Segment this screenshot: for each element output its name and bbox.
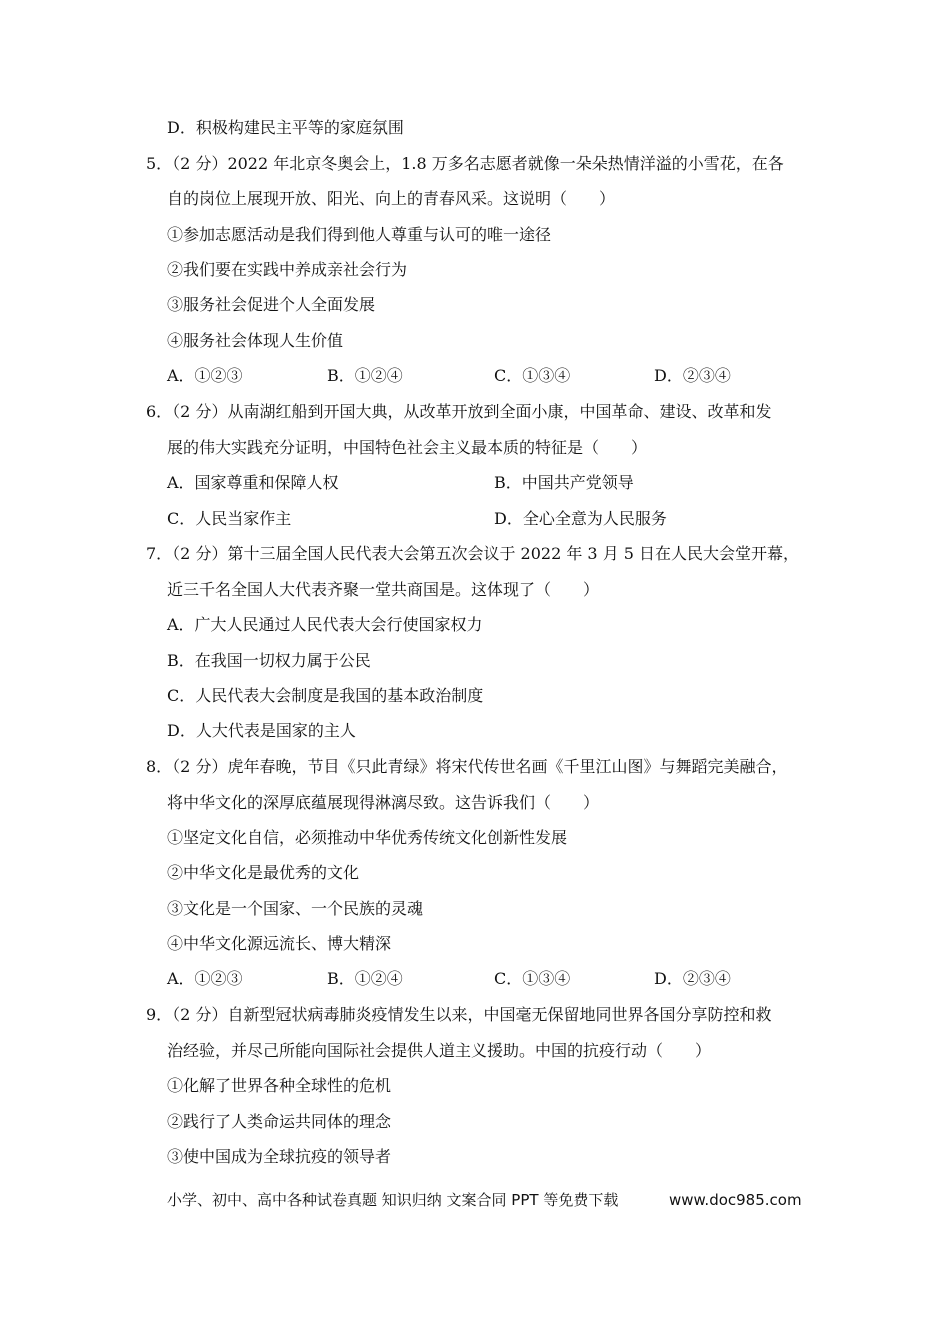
question-8-item-2: ②中华文化是最优秀的文化: [167, 863, 360, 882]
question-8-stem-line-1: 8．（2 分）虎年春晚，节目《只此青绿》将宋代传世名画《千里江山图》与舞蹈完美融合，: [146, 757, 788, 776]
prev-question-option-d: D．积极构建民主平等的家庭氛围: [167, 118, 404, 137]
question-6-option-a: A．国家尊重和保障人权: [167, 473, 339, 492]
question-5-stem-line-2: 自的岗位上展现开放、阳光、向上的青春风采。这说明（ ）: [167, 189, 616, 208]
question-9-stem-line-1: 9．（2 分）自新型冠状病毒肺炎疫情发生以来，中国毫无保留地同世界各国分享防控和救: [146, 1005, 772, 1024]
question-6-option-d: D．全心全意为人民服务: [494, 509, 667, 528]
question-9-item-2: ②践行了人类命运共同体的理念: [167, 1112, 392, 1131]
question-6-stem-line-1: 6．（2 分）从南湖红船到开国大典，从改革开放到全面小康，中国革命、建设、改革和发: [146, 402, 772, 421]
footer-text: 小学、初中、高中各种试卷真题 知识归纳 文案合同 PPT 等免费下载: [167, 1191, 619, 1209]
question-8-option-a: A．①②③: [167, 969, 243, 988]
question-7-option-d: D．人大代表是国家的主人: [167, 721, 356, 740]
question-8-stem-line-2: 将中华文化的深厚底蕴展现得淋漓尽致。这告诉我们（ ）: [167, 793, 600, 812]
question-8-item-4: ④中华文化源远流长、博大精深: [167, 934, 392, 953]
question-6-stem-line-2: 展的伟大实践充分证明，中国特色社会主义最本质的特征是（ ）: [167, 438, 648, 457]
question-8-item-3: ③文化是一个国家、一个民族的灵魂: [167, 899, 424, 918]
question-8-option-c: C．①③④: [494, 969, 571, 988]
question-9-stem-line-2: 治经验，并尽己所能向国际社会提供人道主义援助。中国的抗疫行动（ ）: [167, 1041, 712, 1060]
question-8-option-d: D．②③④: [654, 969, 731, 988]
question-9-item-3: ③使中国成为全球抗疫的领导者: [167, 1147, 392, 1166]
question-5-option-c: C．①③④: [494, 366, 571, 385]
question-5-item-3: ③服务社会促进个人全面发展: [167, 295, 376, 314]
question-5-item-1: ①参加志愿活动是我们得到他人尊重与认可的唯一途径: [167, 225, 552, 244]
question-5-item-4: ④服务社会体现人生价值: [167, 331, 344, 350]
question-5-option-d: D．②③④: [654, 366, 731, 385]
question-5-option-a: A．①②③: [167, 366, 243, 385]
question-7-stem-line-2: 近三千名全国人大代表齐聚一堂共商国是。这体现了（ ）: [167, 580, 600, 599]
question-6-option-b: B．中国共产党领导: [494, 473, 634, 492]
footer-url[interactable]: www.doc985.com: [669, 1191, 802, 1209]
question-5-item-2: ②我们要在实践中养成亲社会行为: [167, 260, 408, 279]
question-8-item-1: ①坚定文化自信，必须推动中华优秀传统文化创新性发展: [167, 828, 568, 847]
question-8-option-b: B．①②④: [327, 969, 403, 988]
question-7-option-c: C．人民代表大会制度是我国的基本政治制度: [167, 686, 484, 705]
question-9-item-1: ①化解了世界各种全球性的危机: [167, 1076, 392, 1095]
question-7-option-b: B．在我国一切权力属于公民: [167, 651, 371, 670]
question-7-option-a: A．广大人民通过人民代表大会行使国家权力: [167, 615, 483, 634]
question-5-option-b: B．①②④: [327, 366, 403, 385]
question-5-stem-line-1: 5．（2 分）2022 年北京冬奥会上，1.8 万多名志愿者就像一朵朵热情洋溢的小雪花，在各: [146, 154, 784, 173]
question-7-stem-line-1: 7．（2 分）第十三届全国人民代表大会第五次会议于 2022 年 3 月 5 日在人民大会堂开幕，: [146, 544, 800, 563]
question-6-option-c: C．人民当家作主: [167, 509, 292, 528]
